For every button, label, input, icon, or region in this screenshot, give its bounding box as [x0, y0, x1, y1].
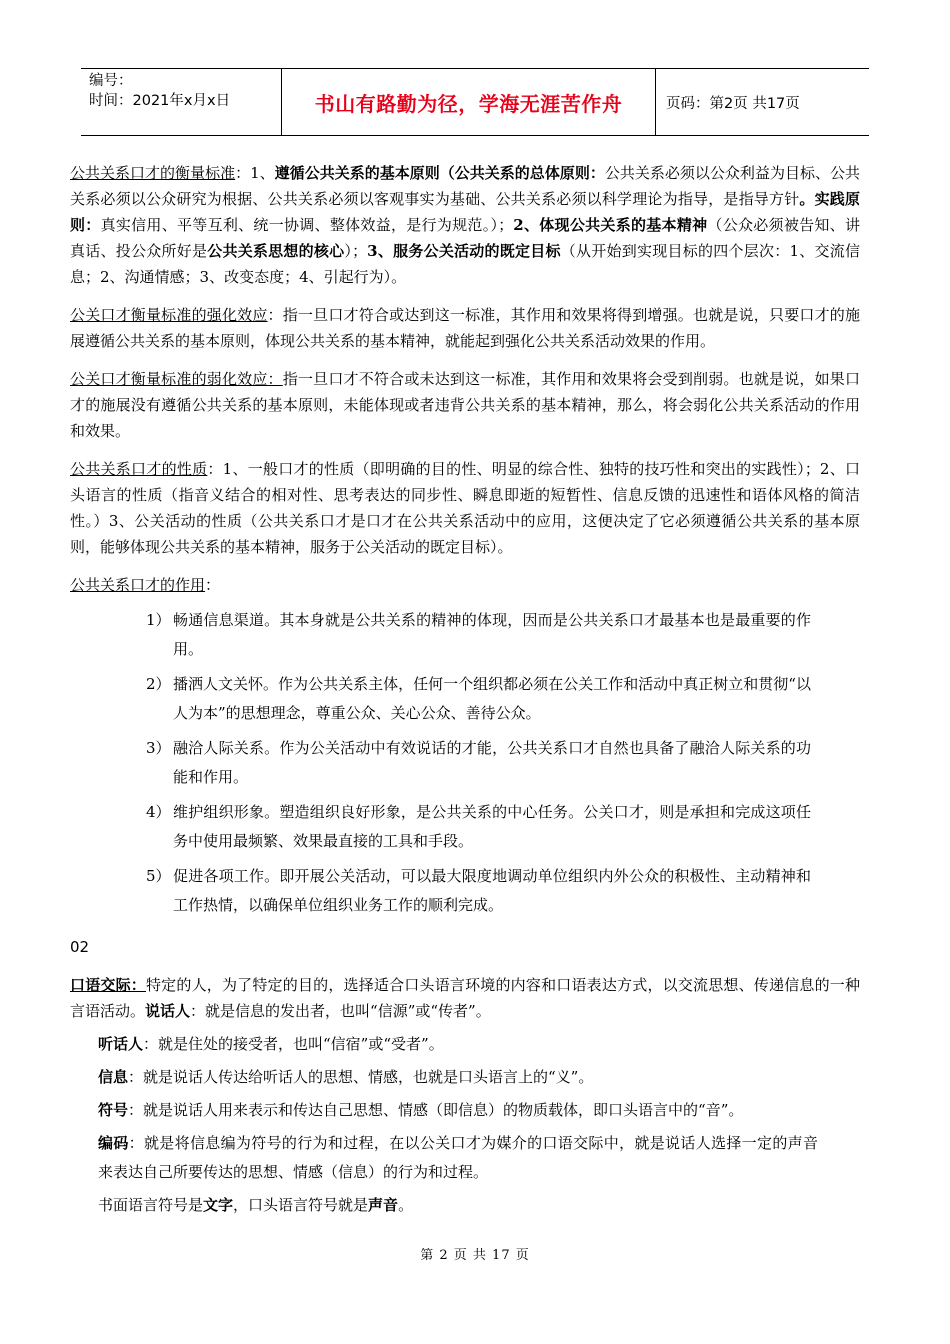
list-item — [146, 606, 811, 664]
list-text: 播洒人文关怀。作为公共关系主体，任何一个组织都必须在公关工作和活动中真正树立和贯彻“以人为本”的思想理念，尊重公众、关心公众、善待公众。 — [173, 675, 811, 722]
bold-run: 3、服务公关活动的既定目标 — [367, 242, 561, 260]
term-encode — [98, 1129, 818, 1187]
text-run: ，口头语言符号就是 — [233, 1196, 369, 1214]
list-text: 促进各项工作。即开展公关活动，可以最大限度地调动单位组织内外公众的积极性、主动精神和工作热情，以确保单位组织业务工作的顺利完成。 — [173, 867, 811, 914]
list-text: 维护组织形象。塑造组织良好形象，是公共关系的中心任务。公关口才，则是承担和完成这项任务中使用最频繁、效果最直接的工具和手段。 — [173, 803, 811, 850]
standards-title: 公共关系口才的衡量标准 — [70, 164, 236, 182]
term-text: ：就是住处的接受者，也叫“信宿”或“受者”。 — [143, 1035, 444, 1053]
bold-run: 遵循公共关系的基本原则（公共关系的总体原则： — [274, 164, 605, 182]
paragraph-standards — [70, 160, 860, 290]
nature-title: 公共关系口才的性质 — [70, 460, 208, 478]
page-header — [81, 68, 869, 136]
term-text: ：就是将信息编为符号的行为和过程，在以公关口才为媒介的口语交际中，就是说话人选择一定的声音来表达自己所要传达的思想、情感（信息）的行为和过程。 — [98, 1134, 818, 1181]
header-date-label: 时间：2021年x月x日 — [89, 93, 231, 109]
text-run: 指一旦口才不符合或未达到这一标准，其作用和效果将会受到削弱。也就是说，如果口才的施展没有遵循公共关系的基本原则，未能体现或者违背公共关系的基本精神，那么，将会弱化公共关系活动的作用和效果。 — [70, 370, 860, 440]
bold-run: 公共关系思想的核心 — [207, 242, 345, 260]
list-item — [146, 798, 811, 856]
text-run: ：1、 — [235, 164, 275, 182]
term-label: 信息 — [98, 1068, 129, 1086]
list-item — [146, 862, 811, 920]
text-run: 。 — [398, 1196, 414, 1214]
term-written-vs-oral — [98, 1191, 818, 1220]
roles-list — [146, 606, 811, 920]
page-footer: 第 2 页 共 17 页 — [420, 1248, 530, 1263]
term-text: ：就是说话人传达给听话人的思想、情感，也就是口头语言上的“义”。 — [128, 1068, 594, 1086]
bold-run: 声音 — [368, 1196, 399, 1214]
paragraph-nature — [70, 456, 860, 560]
paragraph-strengthening — [70, 302, 860, 354]
list-number: 5） — [146, 867, 171, 885]
text-run: 书面语言符号是 — [98, 1196, 204, 1214]
header-meta — [81, 69, 281, 135]
list-text: 融洽人际关系。作为公关活动中有效说话的才能，公共关系口才自然也具备了融洽人际关系的功能和作用。 — [173, 739, 811, 786]
list-number: 4） — [146, 803, 171, 821]
paragraph-roles-heading — [70, 572, 860, 598]
term-text: ：就是说话人用来表示和传达自己思想、情感（即信息）的物质载体，即口头语言中的“音”。 — [128, 1101, 744, 1119]
list-number: 2） — [146, 675, 171, 693]
text-run: ）； — [344, 242, 368, 260]
term-label: 编码 — [98, 1134, 129, 1152]
document-body — [70, 160, 860, 1224]
header-page-label: 页码：第2页 共17页 — [666, 95, 800, 112]
terms-block — [98, 1030, 818, 1220]
strengthening-title: 公关口才衡量标准的强化效应 — [70, 306, 268, 324]
paragraph-weakening — [70, 366, 860, 444]
paragraph-oral-communication — [70, 972, 860, 1024]
list-item — [146, 734, 811, 792]
text-run: 特定的人，为了特定的目的，选择适合口头语言环境的内容和口语表达方式，以交流思想、传递信息的一种言语活动。 — [70, 976, 860, 1020]
term-symbol — [98, 1096, 818, 1125]
text-run: ：1、一般口才的性质（即明确的目的性、明显的综合性、独特的技巧性和突出的实践性）；2、口头语言的性质（指音义结合的相对性、思考表达的同步性、瞬息即逝的短暂性、信息反馈的迅速性和语体风格的简洁性。）3、公关活动的性质（公共关系口才是口才在公共关系活动中的应用，这便决定了它必须遵循公共关系的基本原则，能够体现公共关系的基本精神，服务于公关活动的既定目标）。 — [70, 460, 860, 556]
list-text: 畅通信息渠道。其本身就是公共关系的精神的体现，因而是公共关系口才最基本也是最重要的作用。 — [173, 611, 811, 658]
text-run: ：就是信息的发出者，也叫“信源”或“传者”。 — [190, 1002, 491, 1020]
bold-run: 。实践原则： — [70, 190, 860, 234]
roles-title: 公共关系口才的作用 — [70, 576, 206, 594]
header-motto: 书山有路勤为径，学海无涯苦作舟 — [281, 69, 656, 135]
term-label: 符号 — [98, 1101, 129, 1119]
section-number: 02 — [70, 938, 90, 956]
oral-communication-title: 口语交际： — [70, 976, 146, 994]
text-run: ：指一旦口才符合或达到这一标准，其作用和效果将得到增强。也就是说，只要口才的施展遵循公共关系的基本原则，体现公共关系的基本精神，就能起到强化公共关系活动效果的作用。 — [70, 306, 860, 350]
header-code-label: 编号： — [89, 73, 133, 89]
term-listener — [98, 1030, 818, 1059]
text-run: 公共关系必须以公众利益为目标、公共关系必须以公众研究为根据、公共关系必须以客观事实为基础、公共关系必须以科学理论为指导，是指导方针 — [70, 164, 860, 208]
text-run: ： — [205, 576, 221, 594]
text-run: （公众必须被告知、讲真话、投公众所好是 — [70, 216, 860, 260]
list-number: 3） — [146, 739, 171, 757]
bold-run: 文字 — [203, 1196, 234, 1214]
list-item — [146, 670, 811, 728]
weakening-title: 公关口才衡量标准的弱化效应： — [70, 370, 283, 388]
bold-run: 2、体现公共关系的基本精神 — [513, 216, 708, 234]
list-number: 1） — [146, 611, 171, 629]
bold-run: 说话人 — [145, 1002, 191, 1020]
text-run: 真实信用、平等互利、统一协调、整体效益，是行为规范。）； — [100, 216, 514, 234]
term-label: 听话人 — [98, 1035, 144, 1053]
text-run: （从开始到实现目标的四个层次：1、交流信息；2、沟通情感；3、改变态度；4、引起行为）。 — [70, 242, 860, 286]
term-info — [98, 1063, 818, 1092]
